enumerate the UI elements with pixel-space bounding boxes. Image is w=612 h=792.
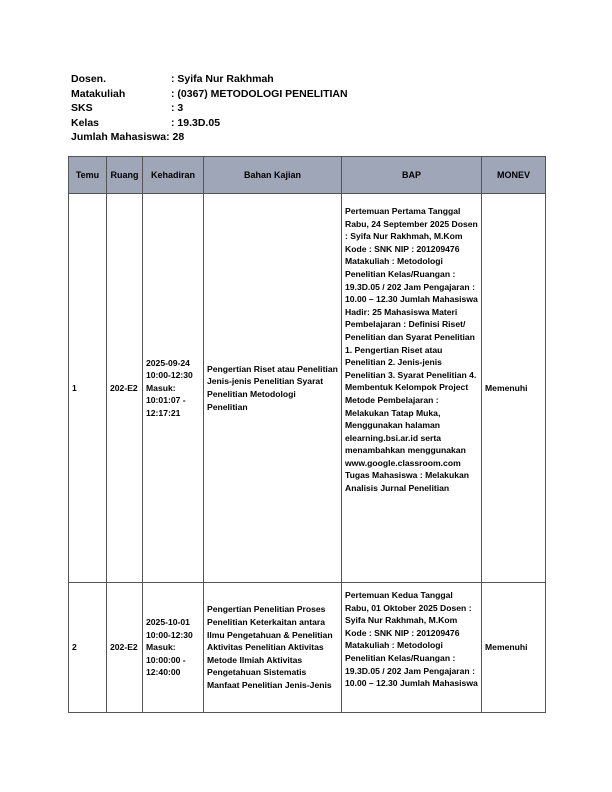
jumlah-value: : 28 [166, 131, 185, 143]
info-row-dosen [71, 72, 348, 87]
jumlah-label: Jumlah Mahasiswa [71, 131, 167, 143]
cell-bap: Pertemuan Pertama Tanggal Rabu, 24 September 2025 Dosen : Syifa Nur Rakhmah, M.Kom Kode : SNK NIP : 201209476 Matakuliah : Metodologi Penelitian Kelas/Ruangan : 19.3D.05 / 202 Jam Pengajaran : 10.00 – 12.30 Jumlah Mahasiswa Hadir: 25 Mahasiswa Materi Pembelajaran : Definisi Riset/ Penelitian dan Syarat Penelitian 1. Pengertian Riset atau Penelitian 2. Jenis-jenis Penelitian 3. Syarat Penelitian 4. Membentuk Kelompok Project Metode Pembelajaran : Melakukan Tatap Muka, Menggunakan halaman elearning.bsi.ar.id serta menambahkan menggunakan www.google.classroom.com Tugas Mahasiswa : Melakukan Analisis Jurnal Penelitian [342, 194, 482, 583]
cell-temu: 2 [69, 583, 107, 713]
sks-value: : 3 [171, 102, 184, 114]
kelas-label: Kelas [71, 116, 100, 129]
info-row-jumlah [71, 130, 348, 145]
cell-monev: Memenuhi [482, 583, 546, 713]
sks-label: SKS [71, 102, 93, 114]
cell-bap: Pertemuan Kedua Tanggal Rabu, 01 Oktober 2025 Dosen : Syifa Nur Rakhmah, M.Kom Kode : SNK NIP : 201209476 Matakuliah : Metodologi Penelitian Kelas/Ruangan : 19.3D.05 / 202 Jam Pengajaran : 10.00 – 12.30 Jumlah Mahasiswa [342, 583, 482, 713]
header-bap: BAP [342, 157, 482, 194]
cell-monev: Memenuhi [482, 194, 546, 583]
matakuliah-label: Matakuliah [71, 87, 126, 100]
cell-bahan-kajian: Pengertian Penelitian Proses Penelitian Keterkaitan antara Ilmu Pengetahuan & Penelitian Aktivitas Penelitian Aktivitas Metode Ilmiah Aktivitas Pengetahuan Sistematis Manfaat Penelitian Jenis-Jenis [204, 583, 342, 713]
info-row-sks [71, 101, 348, 116]
header-kehadiran: Kehadiran [143, 157, 204, 194]
header-monev: MONEV [482, 157, 546, 194]
header-temu: Temu [69, 157, 107, 194]
cell-ruang: 202-E2 [107, 583, 143, 713]
cell-ruang: 202-E2 [107, 194, 143, 583]
table-header-row [69, 157, 546, 194]
course-info [71, 72, 348, 145]
header-ruang: Ruang [107, 157, 143, 194]
table-row [69, 194, 546, 583]
cell-kehadiran: 2025-09-24 10:00-12:30 Masuk: 10:01:07 - 12:17:21 [143, 194, 204, 583]
header-bahan-kajian: Bahan Kajian [204, 157, 342, 194]
dosen-label: Dosen. [71, 73, 107, 85]
cell-temu: 1 [69, 194, 107, 583]
info-row-matakuliah [71, 87, 348, 102]
dosen-value: : Syifa Nur Rakhmah [171, 73, 274, 85]
kelas-value: : 19.3D.05 [171, 116, 221, 129]
table-row [69, 583, 546, 713]
matakuliah-value: : (0367) METODOLOGI PENELITIAN [171, 87, 348, 100]
meeting-table [68, 156, 546, 713]
cell-kehadiran: 2025-10-01 10:00-12:30 Masuk: 10:00:00 - 12:40:00 [143, 583, 204, 713]
info-row-kelas [71, 116, 348, 131]
cell-bahan-kajian: Pengertian Riset atau Penelitian Jenis-jenis Penelitian Syarat Penelitian Metodologi Penelitian [204, 194, 342, 583]
